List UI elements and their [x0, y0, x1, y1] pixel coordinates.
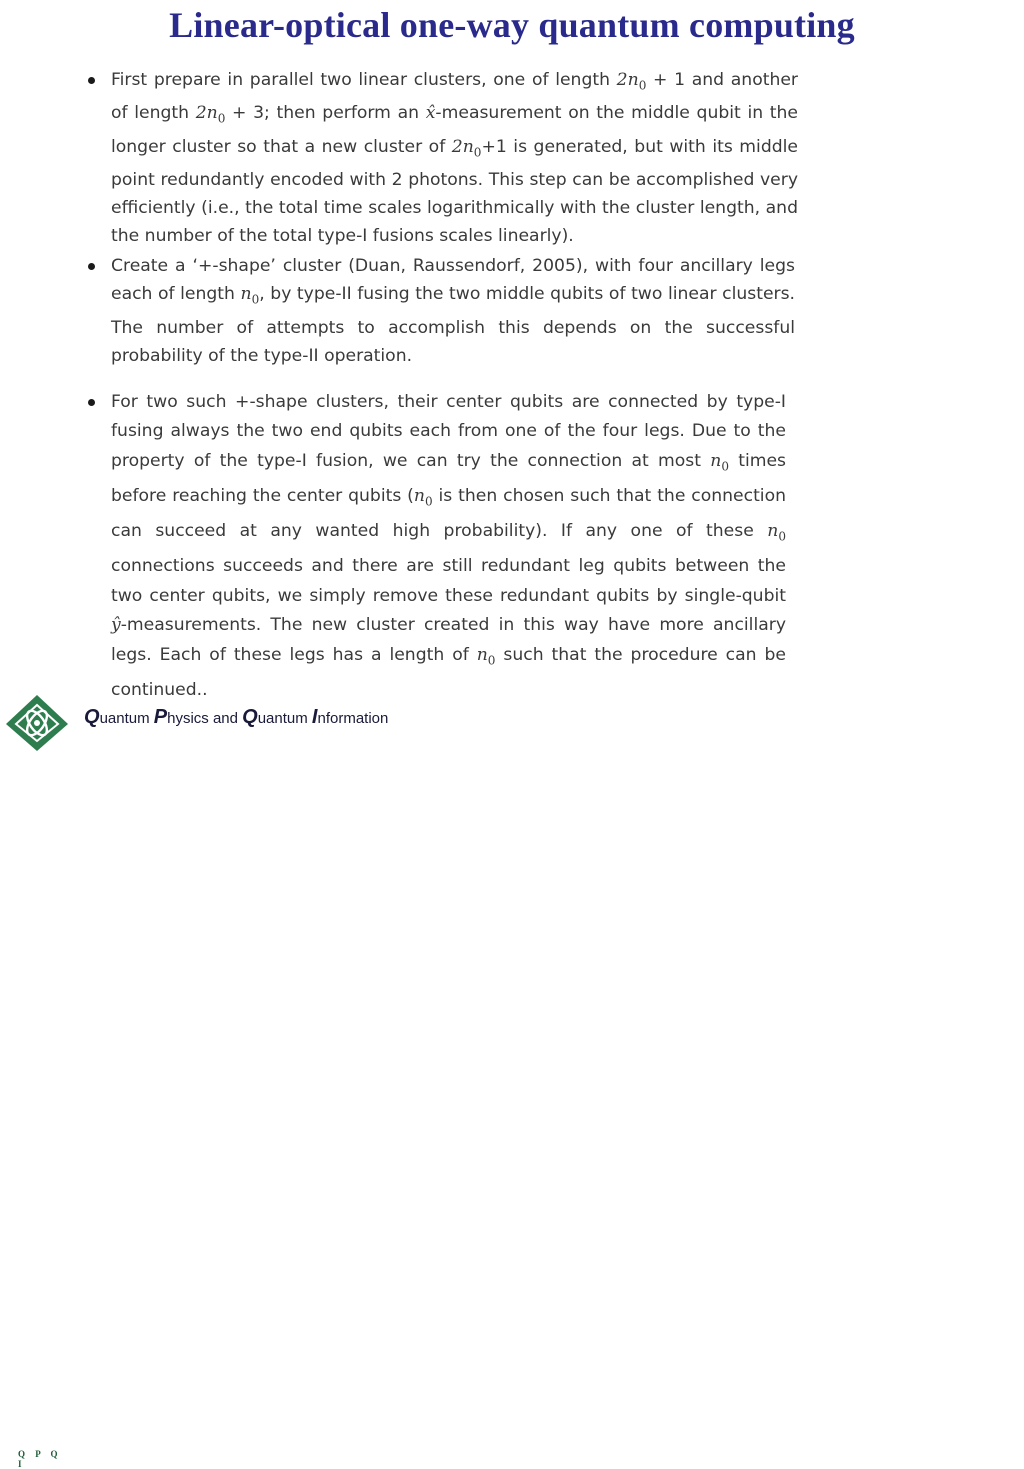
bullet-item: Create a ‘+-shape’ cluster (Duan, Raussendorf, 2005), with four ancillary legs each of length $n_0$, by type-II fusing the two middle qubits of two linear clusters. The number of attempts to accomplish this depends on the successful probability of the type-II operation.	[86, 252, 795, 369]
bullet-dot-icon	[88, 263, 95, 270]
bullet-item: For two such +-shape clusters, their center qubits are connected by type-I fusing always the two end qubits each from one of the four legs. Due to the property of the type-I fusion, we can try the connection at most $n_0$ times before reaching the center qubits ($n_0$ is then chosen such that the connection can succeed at any wanted high probability). If any one of these $n_0$ connections succeeds and there are still redundant leg qubits between the two center qubits, we simply remove these redundant qubits by single-qubit ŷ-measurements. The new cluster created in this way have more ancillary legs. Each of these legs has a length of $n_0$ such that the procedure can be continued..	[86, 388, 786, 706]
qpqi-logo	[4, 693, 70, 1469]
bullet-item: First prepare in parallel two linear clusters, one of length $2n_0 + 1$ and another of length $2n_0 + 3$; then perform an x̂-measurement on the middle qubit in the longer cluster so that a new cluster of $2n_0+1$ is generated, but with its middle point redundantly encoded with 2 photons. This step can be accomplished very efficiently (i.e., the total time scales logarithmically with the cluster length, and the number of the total type-I fusions scales linearly).	[86, 66, 798, 250]
organization-name: Quantum Physics and Quantum Information	[84, 706, 389, 728]
qpqi-logo-icon	[4, 693, 70, 753]
logo-caption: Q P Q I	[18, 1449, 62, 1469]
bullet-list	[86, 66, 798, 705]
slide-title: Linear-optical one-way quantum computing	[169, 5, 855, 45]
bullet-dot-icon	[88, 399, 95, 406]
bullet-dot-icon	[88, 77, 95, 84]
